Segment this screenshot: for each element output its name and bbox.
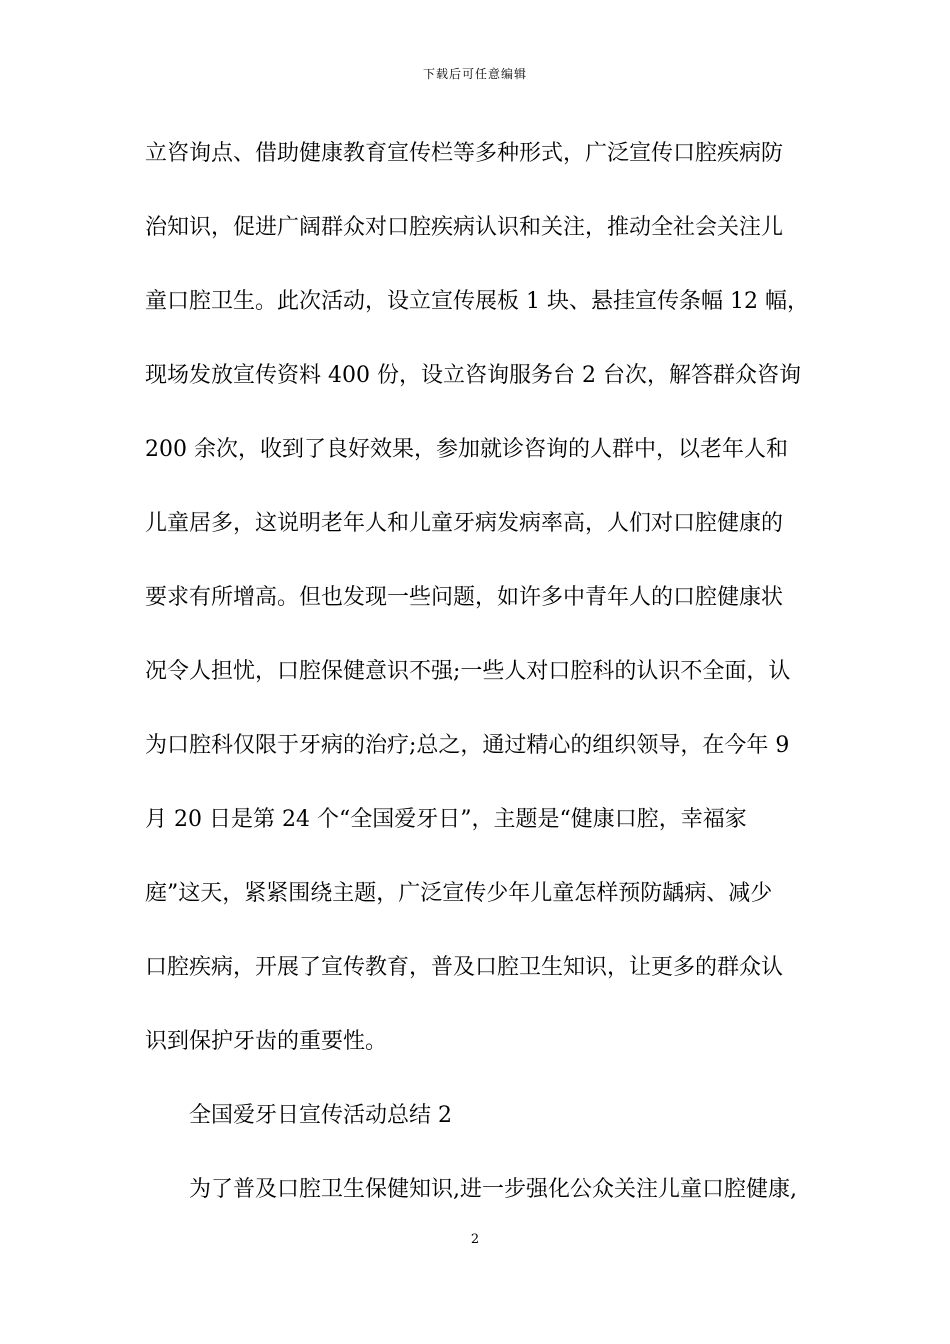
body-line: 识到保护牙齿的重要性。 [145,1029,388,1054]
body-line: 口腔疾病，开展了宣传教育，普及口腔卫生知识，让更多的群众认 [145,955,784,980]
body-line: 况令人担忧，口腔保健意识不强;一些人对口腔科的认识不全面，认 [145,659,791,684]
body-line: 儿童居多，这说明老年人和儿童牙病发病率高，人们对口腔健康的 [145,511,784,536]
body-line: 200 余次，收到了良好效果，参加就诊咨询的人群中，以老年人和 [145,437,788,462]
body-line: 为口腔科仅限于牙病的治疗;总之，通过精心的组织领导，在今年 9 [145,733,790,758]
page-header: 下载后可任意编辑 [422,67,527,81]
body-line: 童口腔卫生。此次活动，设立宣传展板 1 块、悬挂宣传条幅 12 幅， [145,289,809,314]
document-body [145,134,815,1244]
body-line: 为了普及口腔卫生保健知识,进一步强化公众关注儿童口腔健康, [189,1177,797,1202]
section-heading: 全国爱牙日宣传活动总结 2 [189,1103,452,1128]
body-line: 治知识，促进广阔群众对口腔疾病认识和关注，推动全社会关注儿 [145,215,784,240]
body-line: 要求有所增高。但也发现一些问题，如许多中青年人的口腔健康状 [145,585,784,610]
body-line: 立咨询点、借助健康教育宣传栏等多种形式，广泛宣传口腔疾病防 [145,141,784,166]
body-line: 庭”这天，紧紧围绕主题，广泛宣传少年儿童怎样预防龋病、减少 [145,881,773,906]
page-number: 2 [470,1232,480,1247]
body-line: 月 20 日是第 24 个“全国爱牙日”，主题是“健康口腔，幸福家 [145,807,747,832]
body-line: 现场发放宣传资料 400 份，设立咨询服务台 2 台次，解答群众咨询 [145,363,801,388]
